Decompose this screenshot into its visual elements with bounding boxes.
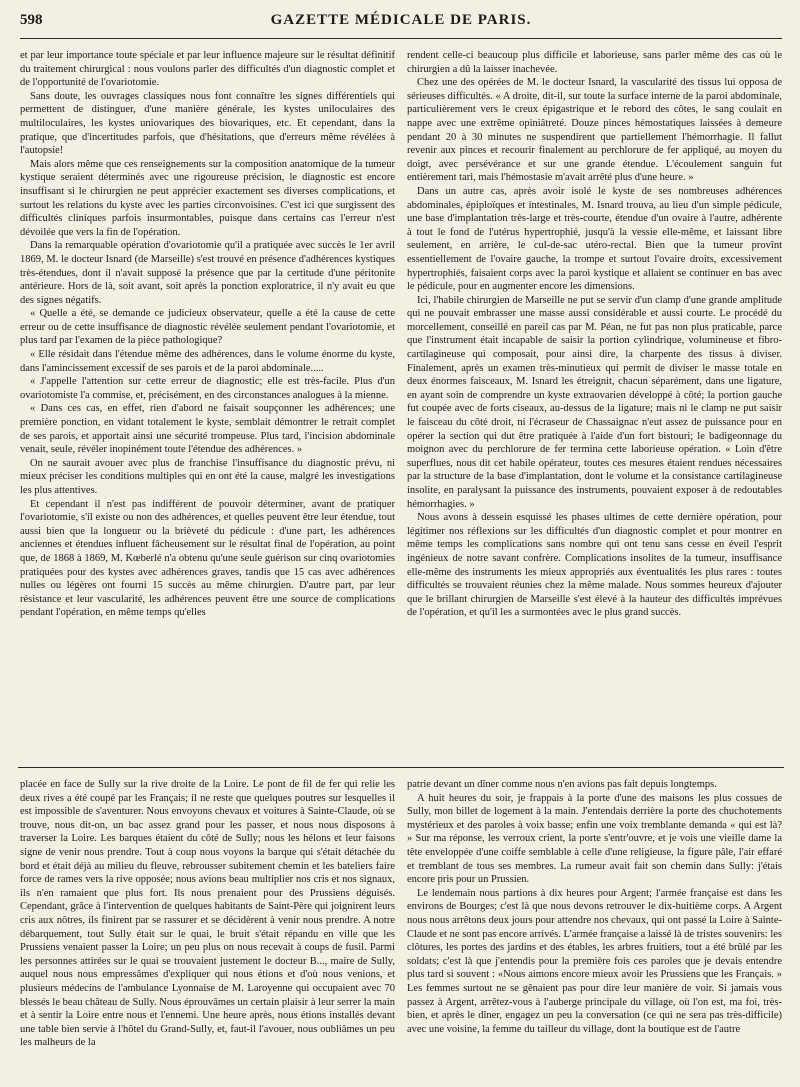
paragraph: Dans un autre cas, après avoir isolé le kyste de ses nombreuses adhérences abdominales, épiploïques et intestinales, M. Isnard trouva, au lieu d'un simple pédicule, une base d'implantation très-large et très-courte, étendue d'un ovaire à l'autre, adhérente à tout le fond de l'utérus hypertrophié, jusqu'à la vessie elle-même, et laissant libre seulement, en arrière, le cul-de-sac utéro-rectal. Bien que la tumeur provînt essentiellement de l'ovaire gauche, la trompe et surtout l'ovaire droits, excessivement hypertrophiés, faisaient corps avec la paroi kystique et allaient se continuer en bas avec le pédicule, pour en augmenter encore les dimensions. [407, 185, 782, 293]
paragraph: patrie devant un dîner comme nous n'en avions pas fait depuis longtemps. [407, 779, 717, 790]
column-top-left [20, 49, 395, 767]
article-top [20, 49, 782, 767]
paragraph: Le lendemain nous partions à dix heures pour Argent; l'armée française est dans les environs de Bourges; c'est là que nous devons retrouver le dix-huitième corps. A Argent nous nous arrêtons deux jours pour attendre nos chevaux, qui ont passé la Loire à Sainte-Claude et ne sont pas encore arrivés. L'armée française a laissé là de tristes souvenirs: les clôtures, les portes des jardins et des étables, les arbres fruitiers, tout a été brûlé par les soldats; c'est là que j'entendis pour la première fois ces paroles que je devais entendre plus tard si souvent : «Nous aimons encore mieux avoir les Prussiens que les Français. » Les femmes surtout ne se gênaient pas pour dire leur manière de voir. Si jamais vous passez à Argent, arrêtez-vous à l'auberge principale du village, où l'on est, ma foi, très-bien, et après le dîner, engagez un peu la conversation (ce qui ne sera pas très-difficile) avec une voisine, la femme du tailleur du village, dont la boutique est de l'autre [407, 887, 782, 1035]
paragraph: placée en face de Sully sur la rive droite de la Loire. Le pont de fil de fer qui relie les deux rives a été coupé par les Français; il ne reste que quelques poutres sur lesquelles il est impossible de s'aventurer. Nous envoyons chevaux et voitures à Sainte-Claude, où se trouve, nous dit-on, un bac assez grand pour les passer, et nous nous disposons à traverser la Loire. Les barques étaient du côté de Sully; nous les hélons et leur faisons signe de venir nous prendre. Tout à coup nous voyons la barque qui s'était détachée du bord et était déjà au milieu du fleuve, rebrousser subitement chemin et les bateliers faire force de rames vers la rive opposée; nous avions beau multiplier nos cris et nos signaux, ils n'en ramaient que plus fort. Ils nous prenaient pour des Prussiens déguisés. Cependant, grâce à l'intervention de quelques habitants de Saint-Père qui joignirent leurs cris aux nôtres, ils finirent par se rassurer et se décidèrent à venir nous prendre. A notre débarquement, tout Sully était sur le quai, le bruit s'était répandu en ville que les Prussiens venaient passer la Loire; un peu plus on nous recevait à coups de fusil. Parmi les personnes attirées sur le quai se trouvaient justement le docteur B..., maire de Sully, auquel nous nous empressâmes d'expliquer qui nous étions et d'où nous venions, et plusieurs médecins de l'ambulance Lyonnaise de M. Laroyenne qui occupaient avec 70 blessés le beau château de Sully. Nous éprouvâmes un certain plaisir à leur serrer la main et à sentir la Loire entre nous et l'ennemi. Une heure après, nous étions installés devant une table bien servie à l'hôtel du Grand-Sully, et, faut-il l'avouer, nous oubliâmes un peu les malheurs de la [20, 779, 395, 1049]
feuilleton [20, 778, 782, 1078]
journal-title: GAZETTE MÉDICALE DE PARIS. [270, 12, 532, 28]
paragraph: « Dans ces cas, en effet, rien d'abord ne faisait soupçonner les adhérences; une première ponction, en vidant totalement le kyste, semblait démontrer le retrait complet de ses parois, et apportait ainsi une sécurité trompeuse. Plus tard, l'incision abdominale venait, seule, révéler inopinément toute l'étendue des adhérences. » [20, 403, 395, 456]
paragraph: Nous avons à dessein esquissé les phases ultimes de cette dernière opération, pour légitimer nos réflexions sur les difficultés d'un diagnostic complet et pour montrer en même temps les complications sans nombre qui ont tenu sans cesse en éveil l'esprit ingénieux de notre savant confrère. Complications insolites de la tumeur, insuffisance elle-même des instruments les mieux appropriés aux éventualités les plus rares : toutes difficultés se trouvaient réunies chez la même malade. Nous sommes heureux d'ajouter que le brillant chirurgien de Marseille s'est élevé à la hauteur des difficultés imprévues de l'opération, et qu'il les a surmontées avec le plus grand succès. [407, 512, 782, 619]
section-divider [18, 767, 784, 768]
column-bottom-right [407, 778, 782, 1078]
paragraph: et par leur importance toute spéciale et par leur influence majeure sur le résultat définitif du traitement chirurgical : nous voulons parler des difficultés d'un diagnostic complet et de l'opportunité de l'ovariotomie. [20, 50, 395, 89]
paragraph: Dans la remarquable opération d'ovariotomie qu'il a pratiquée avec succès le 1er avril 1869, M. le docteur Isnard (de Marseille) s'est trouvé en présence d'adhérences kystiques très-étendues, dont il n'avait supposé la présence que par la certitude d'une péritonite antérieure. Hors de là, soit avant, soit après la ponction exploratrice, il n'y avait eu que des signes négatifs. [20, 240, 395, 306]
paragraph: A huit heures du soir, je frappais à la porte d'une des maisons les plus cossues de Sully, mon billet de logement à la main. J'entendais derrière la porte des chuchotements mystérieux et des paroles à voix basse; enfin une voix tremblante demanda « qui est là? » Sur ma réponse, les verroux crient, la porte s'entr'ouvre, et je vois une vieille dame la tête enveloppée d'une coiffe semblable à celle d'une religieuse, la figure pâle, l'air effaré et tremblant de tous ses membres. La rumeur avait fait son chemin dans Sully: j'étais encore pris pour un Prussien. [407, 792, 782, 886]
paragraph: Chez une des opérées de M. le docteur Isnard, la vascularité des tissus lui opposa de sérieuses difficultés. « A droite, dit-il, sur toute la surface interne de la paroi abdominale, particulièrement vers le creux épigastrique et le rebord des côtes, le sang coulait en nappe avec une extrême opiniâtreté. Douze pinces hémostatiques laissées à demeure pendant 20 à 30 minutes ne suspendirent que partiellement l'hémorrhagie. Il fallut revenir aux pinces et recourir finalement au perchlorure de fer appliqué, au moyen du doigt, avec persévérance et sur une grande étendue. L'écoulement sanguin fut entièrement tari, mais l'hémostasie m'avait arrêté plus d'une heure. » [407, 77, 782, 184]
paragraph: Mais alors même que ces renseignements sur la composition anatomique de la tumeur kystique seraient déterminés avec une rigoureuse précision, le diagnostic est encore insuffisant si le chirurgien ne peut apprécier exactement ses diverses complications, et surtout les relations du kyste avec les parties circonvoisines. C'est ici que surgissent des difficultés cliniques parfois insurmontables, puisque dans certains cas l'erreur n'est dévoilée que vers la fin de l'opération. [20, 158, 395, 238]
column-top-right [407, 49, 782, 767]
page-number: 598 [20, 12, 43, 28]
paragraph: On ne saurait avouer avec plus de franchise l'insuffisance du diagnostic prévu, ni mieux préciser les conditions multiples qui en ont été la cause, malgré les investigations les plus attentives. [20, 457, 395, 496]
paragraph: Ici, l'habile chirurgien de Marseille ne put se servir d'un clamp d'une grande amplitude qui ne pouvait embrasser une masse aussi considérable et aussi courte. Le procédé du morcellement, conseillé en pareil cas par M. Péan, ne fut pas non plus praticable, parce que l'instrument était incapable de saisir la portion cylindrique, volumineuse et fibro-cartilagineuse qui composait, pour ainsi dire, la charpente des tissus à diviser. Finalement, après un examen très-minutieux qui permit de diviser le masse totale en deux énormes faisceaux, M. Isnard les étreignit, chacun séparément, dans une ligature, en ayant soin de comprendre un kyste extraovarien développé à côté; la portion gauche fut coupée avec de forts ciseaux, au-dessus de la ligature; mais ni le clamp ne put saisir le faisceau du côté droit, ni l'écraseur de Chassaignac n'eut assez de puissance pour en opérer la section qui dut être pratiquée à l'aide d'un fort bistouri; le badigeonnage du moignon avec du perchlorure de fer termina cette laborieuse opération. « Loin d'être superflues, nous dit cet habile opérateur, toutes ces mesures étaient rendues nécessaires par la structure de la base d'implantation, dont le volume et la consistance cartilagineuse insolite, en paralysant la puissance des instruments, pouvaient exposer à de redoutables hémorrhagies. » [407, 294, 782, 510]
paragraph: rendent celle-ci beaucoup plus difficile et laborieuse, sans parler même des cas où le chirurgien a dû la laisser inachevée. [407, 50, 782, 75]
paragraph: « Quelle a été, se demande ce judicieux observateur, quelle a été la cause de cette erreur ou de cette insuffisance de diagnostic révélée seulement pendant l'ovariotomie, et plus tard par l'examen de la pièce pathologique? [20, 308, 395, 347]
paragraph: « J'appelle l'attention sur cette erreur de diagnostic; elle est très-facile. Plus d'un ovariotomiste l'a commise, et, précisément, en des circonstances analogues à la mienne. [20, 376, 395, 401]
paragraph: Et cependant il n'est pas indifférent de pouvoir déterminer, avant de pratiquer l'ovariotomie, s'il existe ou non des adhérences, et quelles peuvent être leur étendue, tout aussi bien que la longueur ou la brièveté du pédicule : d'une part, les adhérences anciennes et étendues influent fâcheusement sur le résultat final de l'opération, au point que, de 1868 à 1869, M. Kœberlé n'a obtenu qu'une seule guérison sur cinq ovariotomies pratiquées pour des kystes avec adhérences graves, tandis que 15 cas avec adhérences nulles ou légères ont fourni 15 succès au même chirurgien. D'autre part, par leur résistance et leur vascularité, les adhérences peuvent être une source de complications pendant l'opération, en même temps qu'elles [20, 498, 395, 619]
paragraph: Sans doute, les ouvrages classiques nous font connaître les signes différentiels qui permettent de distinguer, d'une manière générale, les kystes uniloculaires des multiloculaires, les kystes uniovariques des biovariques, etc. Et cependant, dans la pratique, que d'incertitudes parfois, que d'hésitations, que d'erreurs même révélées à l'autopsie! [20, 90, 395, 157]
page-header [20, 12, 782, 39]
column-bottom-left [20, 778, 395, 1078]
paragraph: « Elle résidait dans l'étendue même des adhérences, dans le volume énorme du kyste, dans l'amincissement excessif de ses parois et de la paroi abdominale..... [20, 349, 395, 374]
